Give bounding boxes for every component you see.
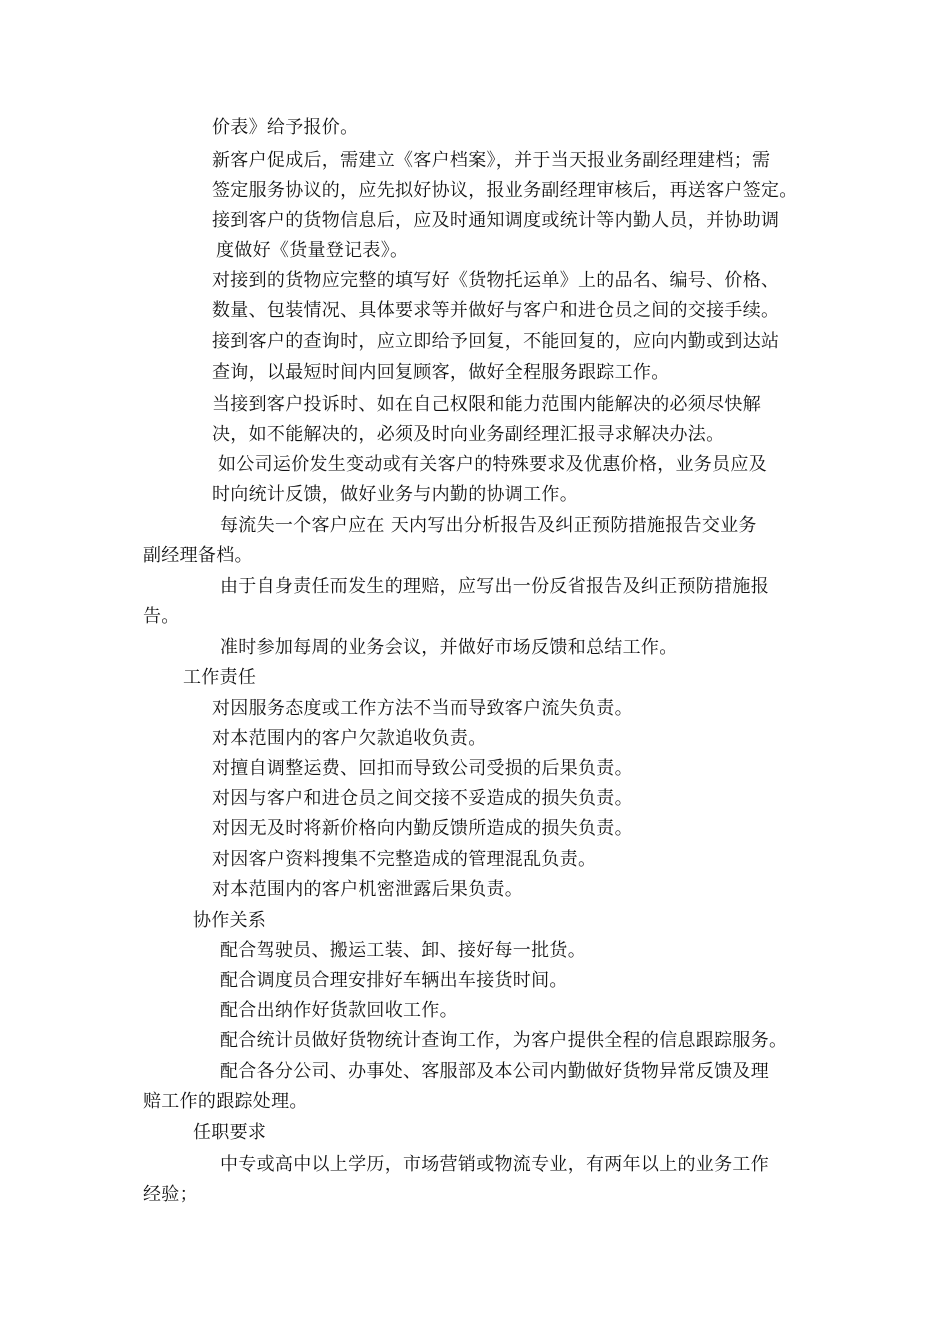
text-line: 经验； xyxy=(143,1184,198,1205)
text-line: 对本范围内的客户机密泄露后果负责。 xyxy=(212,879,524,900)
text-line: 配合各分公司、办事处、客服部及本公司内勤做好货物异常反馈及理 xyxy=(220,1061,769,1082)
section-heading: 任职要求 xyxy=(193,1122,267,1143)
text-line: 赔工作的跟踪处理。 xyxy=(143,1091,308,1112)
text-line: 准时参加每周的业务会议，并做好市场反馈和总结工作。 xyxy=(220,637,678,658)
text-line: 新客户促成后，需建立《客户档案》，并于当天报业务副经理建档；需 xyxy=(212,150,771,171)
text-line: 配合驾驶员、搬运工装、卸、接好每一批货。 xyxy=(220,940,586,961)
text-line: 如公司运价发生变动或有关客户的特殊要求及优惠价格，业务员应及 xyxy=(218,454,767,475)
text-line: 对因客户资料搜集不完整造成的管理混乱负责。 xyxy=(212,849,597,870)
text-line: 对接到的货物应完整的填写好《货物托运单》上的品名、编号、价格、 xyxy=(212,270,780,291)
text-line: 度做好《货量登记表》。 xyxy=(216,240,409,261)
text-line: 由于自身责任而发生的理赔，应写出一份反省报告及纠正预防措施报 xyxy=(220,576,769,597)
text-line: 对因无及时将新价格向内勤反馈所造成的损失负责。 xyxy=(212,818,633,839)
text-line: 当接到客户投诉时、如在自己权限和能力范围内能解决的必须尽快解 xyxy=(212,394,761,415)
text-line: 每流失一个客户应在 天内写出分析报告及纠正预防措施报告交业务 xyxy=(220,515,757,536)
text-line: 接到客户的查询时，应立即给予回复，不能回复的，应向内勤或到达站 xyxy=(212,331,780,352)
section-heading: 工作责任 xyxy=(183,667,257,688)
text-line: 告。 xyxy=(143,606,180,627)
text-line: 价表》给予报价。 xyxy=(212,117,359,138)
text-line: 对因与客户和进仓员之间交接不妥造成的损失负责。 xyxy=(212,788,633,809)
text-line: 副经理备档。 xyxy=(143,545,253,566)
text-line: 签定服务协议的，应先拟好协议，报业务副经理审核后，再送客户签定。 xyxy=(212,180,798,201)
text-line: 数量、包装情况、具体要求等并做好与客户和进仓员之间的交接手续。 xyxy=(212,300,780,321)
text-line: 决，如不能解决的，必须及时向业务副经理汇报寻求解决办法。 xyxy=(212,424,725,445)
text-line: 对因服务态度或工作方法不当而导致客户流失负责。 xyxy=(212,698,633,719)
text-line: 配合出纳作好货款回收工作。 xyxy=(220,1000,458,1021)
text-line: 查询，以最短时间内回复顾客，做好全程服务跟踪工作。 xyxy=(212,362,670,383)
text-line: 对本范围内的客户欠款追收负责。 xyxy=(212,728,487,749)
text-line: 配合统计员做好货物统计查询工作，为客户提供全程的信息跟踪服务。 xyxy=(220,1030,788,1051)
section-heading: 协作关系 xyxy=(193,910,267,931)
text-line: 接到客户的货物信息后，应及时通知调度或统计等内勤人员，并协助调 xyxy=(212,210,780,231)
text-line: 对擅自调整运费、回扣而导致公司受损的后果负责。 xyxy=(212,758,633,779)
text-line: 中专或高中以上学历，市场营销或物流专业，有两年以上的业务工作 xyxy=(220,1154,769,1175)
text-line: 配合调度员合理安排好车辆出车接货时间。 xyxy=(220,970,568,991)
text-line: 时向统计反馈，做好业务与内勤的协调工作。 xyxy=(212,484,578,505)
